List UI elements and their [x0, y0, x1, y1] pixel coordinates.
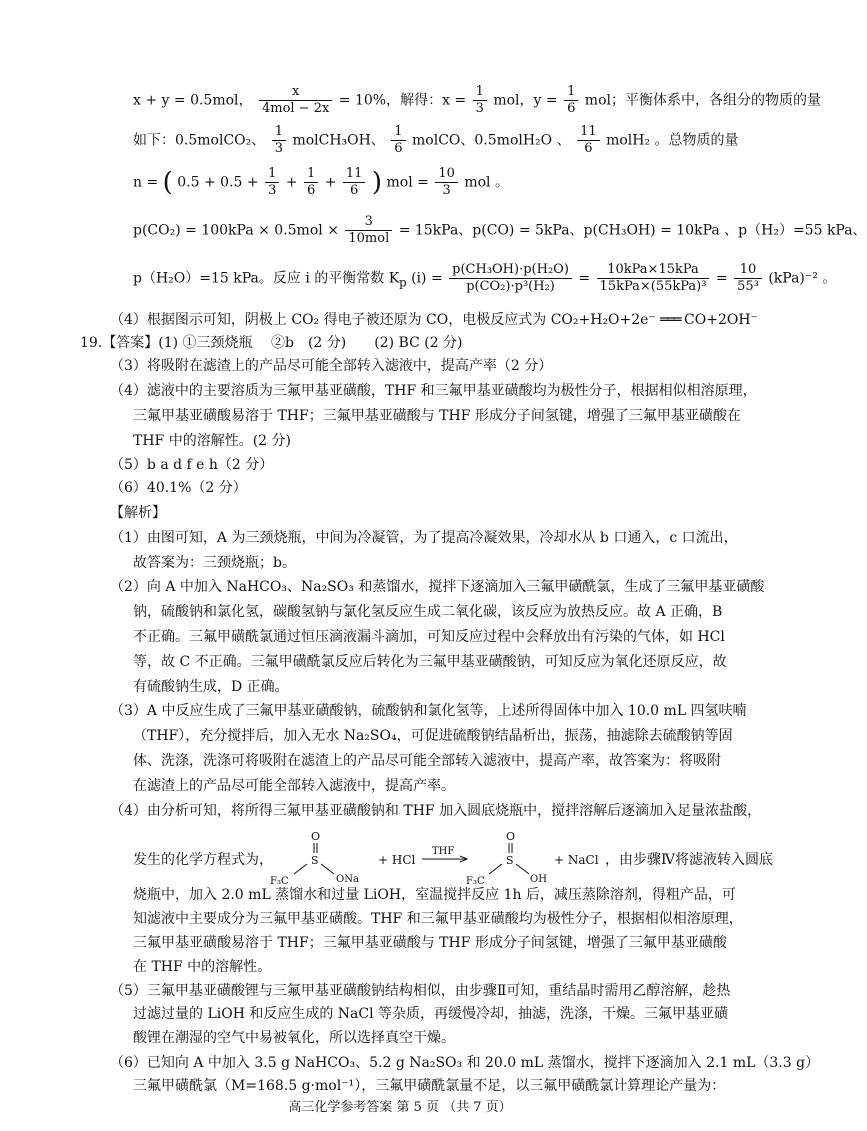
reaction-equation — [270, 830, 605, 888]
explain-4-line2b: ，由步骤Ⅳ将滤液转入圆底 — [605, 852, 773, 868]
oxygen-label: O — [506, 830, 516, 843]
eq-text: = 15kPa、p(CO) = 5kPa、p(CH₃OH) = 10kPa 、p（H₂）=55 kPa、 — [398, 222, 867, 239]
bond — [489, 864, 502, 874]
bond — [321, 864, 334, 874]
explain-5-line3: 酸锂在潮湿的空气中易被氧化，所以选择真空干燥。 — [133, 1030, 455, 1046]
eq-text: x + y = 0.5mol， — [133, 92, 253, 109]
answer-4-line1: （4）滤液中的主要溶质为三氟甲基亚磺酸，THF 和三氟甲基亚磺酸均为极性分子，根据相似相溶原理， — [110, 383, 757, 399]
explain-4-line5: 三氟甲基亚磺酸易溶于 THF；三氟甲基亚磺酸与 THF 形成分子间氢键，增强了三氟甲基亚磺酸 — [133, 935, 727, 951]
eq-text: + — [324, 174, 337, 191]
explain-3-line4: 在滤渣上的产品尽可能全部转入滤液中，提高产率。 — [133, 778, 455, 794]
eq-text: molCH₃OH、 — [292, 132, 385, 149]
fraction: $\frac{x}{\text{4mol − 2x}}$ — [259, 84, 332, 117]
explain-2-line4: 等，故 C 不正确。三氟甲磺酰氯反应后转化为三氟甲基亚磺酸钠，可知反应为氧化还原反应，故 — [133, 654, 727, 670]
eq-text: mol 。 — [464, 174, 509, 191]
eq-text: p(CO₂) = 100kPa × 0.5mol × — [133, 222, 339, 239]
fraction: $\frac{\text{10kPa×15kPa}}{\text{15kPa×(55kPa)³}}$ — [597, 262, 710, 295]
eq-text: molCO、0.5molH₂O 、 — [412, 132, 571, 149]
answer-6: （6）40.1%（2 分） — [110, 480, 247, 496]
eq-text: + — [285, 174, 298, 191]
explain-2-line3: 不正确。三氟甲磺酰氯通过恒压滴液漏斗滴加，可知反应过程中会释放出有污染的气体，如 HCl — [133, 629, 725, 645]
fraction: $\frac{1}{6}$ — [304, 166, 318, 199]
fraction: $\frac{1}{6}$ — [391, 124, 405, 157]
fraction: $\frac{10}{3}$ — [435, 166, 458, 199]
bond — [294, 864, 307, 874]
plus-nacl: + NaCl — [554, 853, 599, 867]
page-footer: 高三化学参考答案 第 5 页 （共 7 页） — [288, 1100, 512, 1115]
explain-6-line2: 三氟甲磺酰氯（M=168.5 g·mol⁻¹），三氟甲磺酰氯量不足，以三氟甲磺酰氯计算理论产量为： — [133, 1078, 726, 1094]
fraction: $\frac{1}{3}$ — [265, 166, 279, 199]
bond — [516, 864, 529, 874]
eq-text: 如下：0.5molCO₂、 — [133, 132, 266, 149]
eq-text: p（H₂O）=15 kPa。反应 i 的平衡常数 K — [133, 270, 400, 287]
equation-line-2 — [133, 124, 739, 157]
fraction: $\frac{3}{\text{10mol}}$ — [345, 214, 392, 247]
explain-4-line6: 在 THF 中的溶解性。 — [133, 959, 272, 975]
eq-text: (i) = — [411, 270, 443, 287]
eq-text: molH₂ 。总物质的量 — [606, 132, 739, 149]
fraction: $\frac{\text{p(CH₃OH)·p(H₂O)}}{\text{p(CO₂)·p³(H₂)}}$ — [449, 262, 572, 295]
equation-line-3: n = ( 0.5 + 0.5 + $\frac{1}{3}$ + $\frac{1}{6}$ + $\frac{11}{6}$ ) mol = $\frac{10}{3}$ mol 。 — [133, 166, 509, 198]
thf-label: THF — [432, 846, 455, 857]
ona-label: ONa — [336, 874, 359, 885]
analysis-heading: 【解析】 — [110, 505, 166, 521]
paragraph-text: （4）根据图示可知，阴极上 CO₂ 得电子被还原为 CO，电极反应式为 CO₂+H₂O+2e⁻ — [110, 312, 656, 328]
explain-4-line2a: 发生的化学方程式为， — [133, 852, 273, 868]
explain-1-line2: 故答案为：三颈烧瓶；b。 — [133, 555, 296, 571]
sulfur-label: S — [506, 854, 514, 867]
oh-label: OH — [530, 874, 547, 885]
explain-4-line3: 烧瓶中，加入 2.0 mL 蒸馏水和过量 LiOH，室温搅拌反应 1h 后，减压蒸除溶剂，得粗产品，可 — [133, 887, 736, 903]
explain-2-line2: 钠，硫酸钠和氯化氢，碳酸氢钠与氯化氢反应生成二氧化碳，该反应为放热反应。故 A 正确，B — [133, 604, 723, 620]
explain-3-line2: （THF），充分搅拌后，加入无水 Na₂SO₄，可促进硫酸钠结晶析出，振荡，抽滤除去硫酸钠等固 — [133, 728, 733, 744]
cf3-label: F₃C — [466, 876, 485, 887]
explain-6-line1: （6）已知向 A 中加入 3.5 g NaHCO₃、5.2 g Na₂SO₃ 和 20.0 mL 蒸馏水，搅拌下逐滴加入 2.1 mL（3.3 g） — [110, 1055, 820, 1071]
explain-3-line1: （3）A 中反应生成了三氟甲基亚磺酸钠，硫酸钠和氯化氢等，上述所得固体中加入 10.0 mL 四氢呋喃 — [110, 703, 747, 719]
answer-3: （3）将吸附在滤渣上的产品尽可能全部转入滤液中，提高产率（2 分） — [110, 358, 553, 374]
paragraph-text: CO+2OH⁻ — [684, 312, 758, 328]
equation-line-4 — [133, 214, 867, 247]
eq-text: n = — [133, 174, 159, 191]
plus-hcl: + HCl — [378, 853, 416, 867]
fraction: $\frac{10}{\text{55³}}$ — [734, 262, 762, 295]
equals-bar: ═══ — [660, 312, 680, 328]
q19-answer: 19.【答案】(1) ①三颈烧瓶 ②b (2 分) (2) BC (2 分) — [80, 335, 463, 351]
eq-text: = — [578, 270, 591, 287]
explain-2-line1: （2）向 A 中加入 NaHCO₃、Na₂SO₃ 和蒸馏水，搅拌下逐滴加入三氟甲磺酰氯，生成了三氟甲基亚磺酸 — [110, 579, 765, 595]
explain-4-line4: 知滤液中主要成分为三氟甲基亚磺酸。THF 和三氟甲基亚磺酸均为极性分子，根据相似相溶原理， — [133, 911, 743, 927]
oxygen-label: O — [311, 830, 321, 843]
fraction: $\frac{1}{3}$ — [473, 84, 487, 117]
fraction: $\frac{11}{6}$ — [577, 124, 600, 157]
explain-3-line3: 体、洗涤，洗涤可将吸附在滤渣上的产品尽可能全部转入滤液中，提高产率，故答案为：将吸附 — [133, 753, 721, 769]
explain-1-line1: （1）由图可知，A 为三颈烧瓶，中间为冷凝管，为了提高冷凝效果，冷却水从 b 口通入，c 口流出， — [110, 530, 738, 546]
eq-text: 0.5 + 0.5 + — [177, 174, 259, 191]
fraction: $\frac{1}{6}$ — [564, 84, 578, 117]
explain-2-line5: 有硫酸钠生成，D 正确。 — [133, 679, 289, 695]
fraction: $\frac{11}{6}$ — [343, 166, 366, 199]
answer-5: （5）b a d f e h（2 分） — [110, 457, 274, 473]
eq-text: mol = — [386, 174, 429, 191]
explain-5-line1: （5）三氟甲基亚磺酸锂与三氟甲基亚磺酸钠结构相似，由步骤Ⅱ可知，重结晶时需用乙醇溶解，趁热 — [110, 983, 731, 999]
answer-4-line2: 三氟甲基亚磺酸易溶于 THF；三氟甲基亚磺酸与 THF 形成分子间氢键，增强了三氟甲基亚磺酸在 — [133, 408, 741, 424]
eq-text: mol，y = — [493, 92, 558, 109]
explain-4-line1: （4）由分析可知，将所得三氟甲基亚磺酸钠和 THF 加入圆底烧瓶中，搅拌溶解后逐滴加入足量浓盐酸， — [110, 803, 762, 819]
answer-4-line3: THF 中的溶解性。(2 分) — [133, 433, 291, 449]
eq-text: mol；平衡体系中，各组分的物质的量 — [584, 92, 821, 109]
q18-part4 — [110, 310, 758, 330]
eq-subscript: p — [399, 275, 407, 290]
eq-text: (kPa)⁻² 。 — [768, 270, 837, 287]
explain-5-line2: 过滤过量的 LiOH 和反应生成的 NaCl 等杂质，再缓慢冷却，抽滤，洗涤，干燥。三氟甲基亚磺 — [133, 1006, 729, 1022]
eq-text: = — [715, 270, 728, 287]
fraction: $\frac{1}{3}$ — [272, 124, 286, 157]
equation-line-5 — [133, 262, 836, 295]
sulfur-label: S — [311, 854, 319, 867]
cf3-label: F₃C — [270, 876, 289, 887]
eq-text: = 10%，解得：x = — [338, 92, 467, 109]
equation-line-1 — [133, 84, 821, 117]
